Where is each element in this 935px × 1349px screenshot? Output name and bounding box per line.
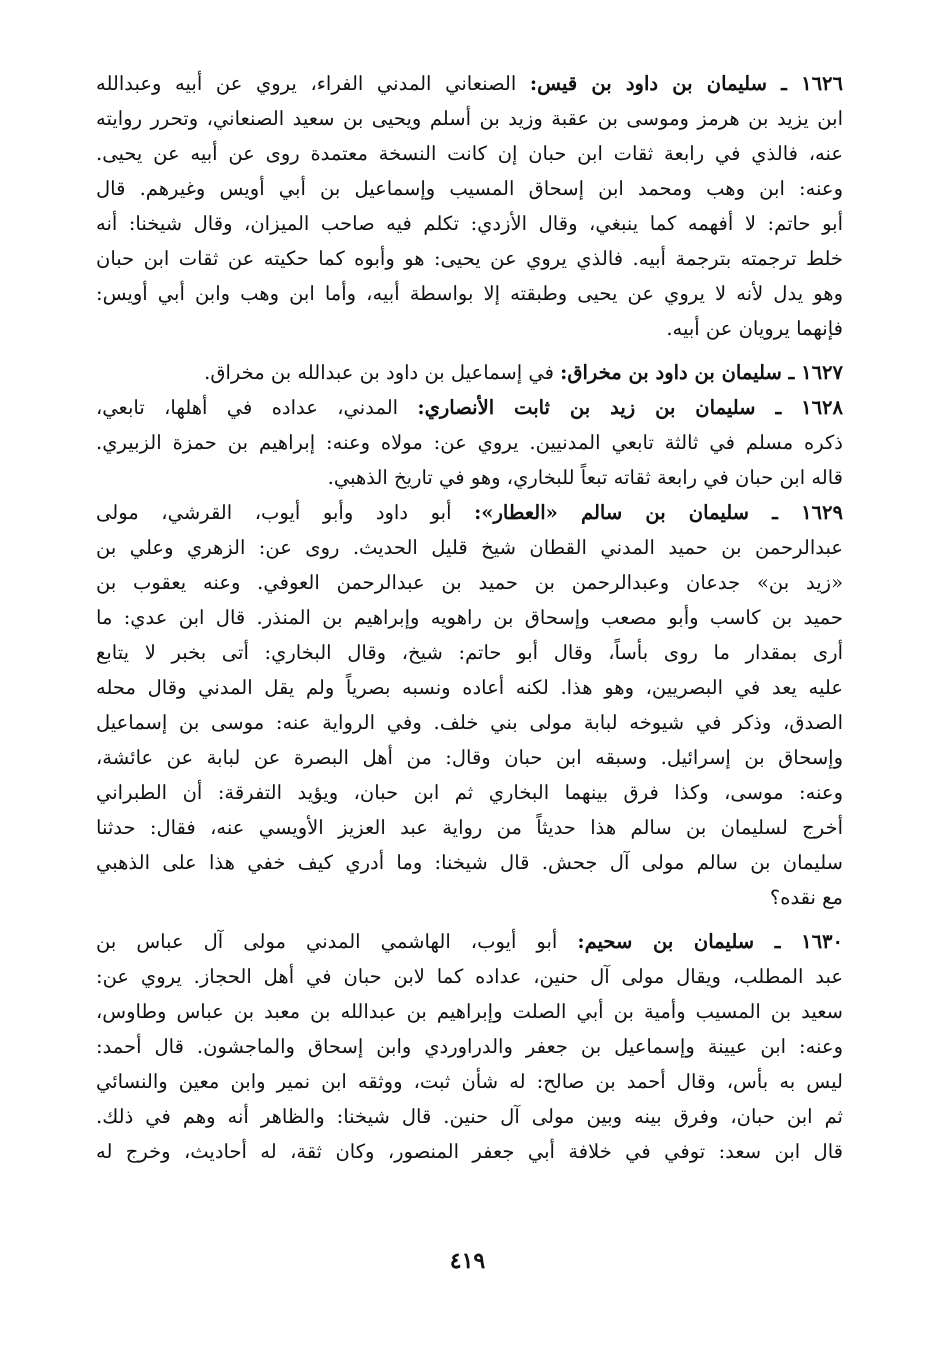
text-line: وعنه: ابن عيينة وإسماعيل بن جعفر والدراوردي وابن إسحاق والماجشون. قال أحمد: (96, 1035, 843, 1058)
text-line: وإسحاق بن إسرائيل. وسبقه ابن حبان وقال: من أهل البصرة عن لبابة عن عائشة، (96, 746, 843, 769)
entry-text: في إسماعيل بن داود بن عبدالله بن مخراق. (204, 361, 561, 384)
text-line (96, 495, 843, 530)
biography-entry (96, 355, 843, 390)
text-line: قال ابن سعد: توفي في خلافة أبي جعفر المنصور، وكان ثقة، له أحاديث، وخرج له (96, 1140, 843, 1163)
entry-text: أبو أيوب، الهاشمي المدني مولى آل عباس بن (96, 930, 578, 953)
text-line: ذكره مسلم في ثالثة تابعي المدنيين. يروي عن: مولاه وعنه: إبراهيم بن حمزة الزبيري. (96, 431, 843, 454)
page-number: ٤١٩ (449, 1248, 486, 1274)
text-line: مع نقده؟ (769, 886, 843, 909)
text-line: ثم ابن حبان، وفرق بينه وبين مولى آل حنين. قال شيخنا: والظاهر أنه وهم في ذلك. (96, 1105, 843, 1128)
text-line: عنه، فالذي في رابعة ثقات ابن حبان إن كانت النسخة معتمدة روى عن أبيه عن يحيى. (96, 142, 843, 165)
text-line: وعنه: ابن وهب ومحمد ابن إسحاق المسيب وإسماعيل بن أبي أويس وغيرهم. قال (96, 177, 843, 200)
entry-separator (96, 915, 843, 924)
biography-entry (96, 66, 843, 346)
entry-heading: ١٦٢٨ ـ سليمان بن زيد بن ثابت الأنصاري: (417, 396, 843, 419)
text-line: عبدالرحمن بن حميد المدني القطان شيخ قليل الحديث. روى عن: الزهري وعلي بن (96, 536, 843, 559)
text-line: أبو حاتم: لا أفهمه كما ينبغي، وقال الأزدي: تكلم فيه صاحب الميزان، وقال شيخنا: أنه (96, 212, 843, 235)
entry-text: الصنعاني المدني الفراء، يروي عن أبيه وعبدالله (96, 72, 530, 95)
text-line (96, 390, 843, 425)
biography-entry (96, 390, 843, 495)
text-line: سعيد بن المسيب وأمية بن أبي الصلت وإبراهيم بن عبدالله بن معبد بن عباس وطاوس، (96, 1000, 843, 1023)
text-line: عليه يعد في البصريين، وهو هذا. لكنه أعاده ونسبه بصرياً ولم يقل المدني وقال محله (96, 676, 843, 699)
text-line: «زيد بن» جدعان وعبدالرحمن بن حميد بن عبدالرحمن العوفي. وعنه يعقوب بن (96, 571, 843, 594)
text-line: خلط ترجمته بترجمة أبيه. فالذي يروي عن يحيى: هو وأبوه كما حكيته عن ثقات ابن حبان (96, 247, 843, 270)
biography-entry (96, 495, 843, 915)
text-line: قاله ابن حبان في رابعة ثقاته تبعاً للبخاري، وهو في تاريخ الذهبي. (327, 466, 843, 489)
text-line: سليمان بن سالم مولى آل جحش. قال شيخنا: وما أدري كيف خفي هذا على الذهبي (96, 851, 843, 874)
text-line (96, 355, 843, 390)
text-line: حميد بن كاسب وأبو مصعب وإسحاق بن راهويه وإبراهيم بن المنذر. قال ابن عدي: ما (96, 606, 843, 629)
text-line: فإنهما يرويان عن أبيه. (666, 317, 843, 340)
text-line: الصدق، وذكر في شيوخه لبابة مولى بني خلف. وفي الرواية عنه: موسى بن إسماعيل (96, 711, 843, 734)
text-line: عبد المطلب، ويقال مولى آل حنين، عداده كما لابن حبان في أهل الحجاز. يروي عن: (96, 965, 843, 988)
entry-heading: ١٦٢٧ ـ سليمان بن داود بن مخراق: (560, 361, 843, 384)
text-line: أرى بمقدار ما روى بأساً، وقال أبو حاتم: شيخ، وقال البخاري: أتى بخبر لا يتابع (96, 641, 843, 664)
entry-heading: ١٦٣٠ ـ سليمان بن سحيم: (577, 930, 843, 953)
entry-separator (96, 346, 843, 355)
entry-heading: ١٦٢٦ ـ سليمان بن داود بن قيس: (529, 72, 843, 95)
entry-text: المدني، عداده في أهلها، تابعي، (96, 396, 418, 419)
text-line: أخرج لسليمان بن سالم هذا حديثاً من رواية عبد العزيز الأويسي عنه، فقال: حدثنا (96, 816, 843, 839)
text-line (96, 924, 843, 959)
entry-heading: ١٦٢٩ ـ سليمان بن سالم «العطار»: (474, 501, 843, 524)
text-line: وهو يدل لأنه لا يروي عن يحيى وطبقته إلا بواسطة أبيه، وأما ابن وهب وابن أبي أويس: (96, 282, 843, 305)
text-line: ليس به بأس، وقال أحمد بن صالح: له شأن ثبت، ووثقه ابن نمير وابن معين والنسائي (96, 1070, 843, 1093)
text-line: ابن يزيد بن هرمز وموسى بن عقبة وزيد بن أسلم ويحيى بن سعيد الصنعاني، وتحرر روايته (96, 107, 843, 130)
entry-text: أبو داود وأبو أيوب، القرشي، مولى (96, 501, 475, 524)
page-text (96, 66, 843, 1169)
text-line: وعنه: موسى، وكذا فرق بينهما البخاري ثم ابن حبان، ويؤيد التفرقة: أن الطبراني (96, 781, 843, 804)
biography-entry (96, 924, 843, 1169)
text-line (96, 66, 843, 101)
